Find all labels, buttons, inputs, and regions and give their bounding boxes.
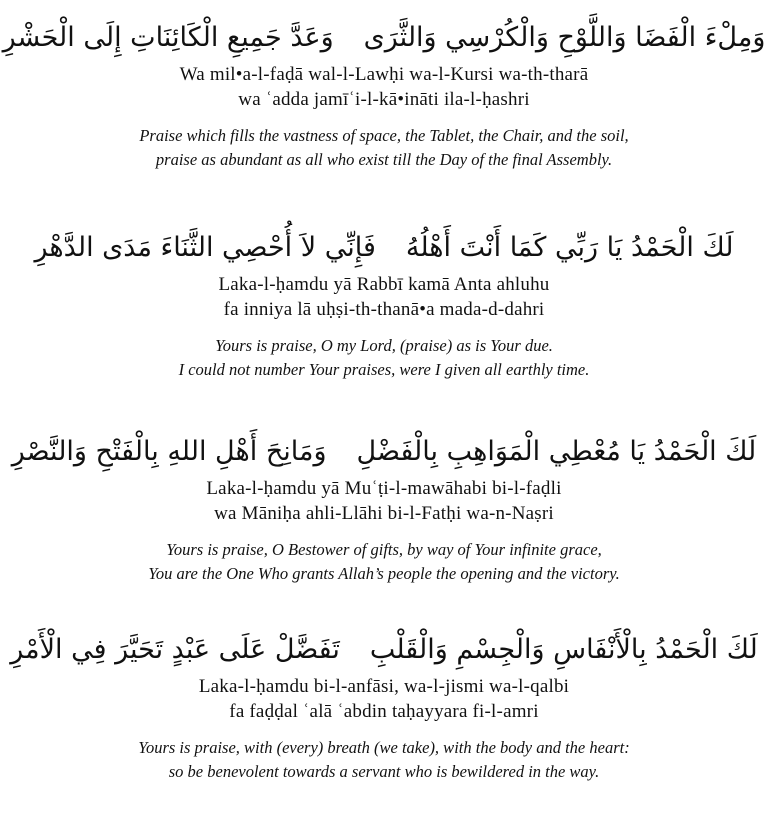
arabic-first-hemistich: لَكَ الْحَمْدُ بِالْأَنْفَاسِ وَالْجِسْمِ وَالْقَلْبِ	[369, 634, 758, 665]
translation	[0, 124, 768, 172]
arabic-first-hemistich: لَكَ الْحَمْدُ يَا مُعْطِي الْمَوَاهِبِ بِالْفَضْلِ	[356, 436, 757, 467]
transliteration-line: Laka-l-ḥamdu bi-l-anfāsi, wa-l-jismi wa-l-qalbi	[198, 676, 570, 697]
transliteration-line: wa Māniḥa ahli-Llāhi bi-l-Fatḥi wa-n-Naṣri	[214, 503, 554, 524]
transliteration-line: fa inniya lā uḥṣi-th-thanā•a mada-d-dahri	[223, 299, 545, 320]
stanza-2	[0, 228, 768, 382]
translation	[0, 736, 768, 784]
arabic-first-hemistich: وَمِلْءَ الْفَضَا وَاللَّوْحِ وَالْكُرْسِي وَالثَّرَى	[363, 22, 766, 53]
translation-line: You are the One Who grants Allah’s people the opening and the victory.	[148, 564, 620, 583]
translation	[0, 334, 768, 382]
translation-line: Yours is praise, O Bestower of gifts, by way of Your infinite grace,	[166, 540, 602, 559]
transliteration	[0, 476, 768, 526]
arabic-verse	[0, 630, 768, 674]
arabic-second-hemistich: وَمَانِحَ أَهْلِ اللهِ بِالْفَتْحِ وَالنَّصْرِ	[11, 436, 327, 467]
arabic-verse	[0, 432, 768, 476]
stanza-3	[0, 432, 768, 586]
arabic-verse	[0, 18, 768, 62]
arabic-second-hemistich: تَفَضَّلْ عَلَى عَبْدٍ تَحَيَّرَ فِي الْأَمْرِ	[10, 634, 340, 665]
transliteration-line: Laka-l-ḥamdu yā Rabbī kamā Anta ahluhu	[218, 274, 550, 295]
translation-line: Yours is praise, O my Lord, (praise) as is Your due.	[215, 336, 553, 355]
transliteration	[0, 674, 768, 724]
translation-line: so be benevolent towards a servant who is bewildered in the way.	[168, 762, 600, 781]
transliteration-line: fa faḍḍal ʿalā ʿabdin taḥayyara fi-l-amri	[229, 701, 539, 722]
arabic-first-hemistich: لَكَ الْحَمْدُ يَا رَبِّي كَمَا أَنْتَ أَهْلُهُ	[405, 232, 734, 263]
arabic-second-hemistich: وَعَدَّ جَمِيعِ الْكَائِنَاتِ إِلَى الْحَشْرِ	[2, 22, 334, 53]
translation-line: I could not number Your praises, were I given all earthly time.	[178, 360, 590, 379]
translation	[0, 538, 768, 586]
transliteration-line: Laka-l-ḥamdu yā Muʿṭi-l-mawāhabi bi-l-faḍli	[206, 478, 562, 499]
arabic-verse	[0, 228, 768, 272]
transliteration-line: Wa mil•a-l-faḍā wal-l-Lawḥi wa-l-Kursi wa-th-tharā	[179, 64, 589, 85]
stanza-1	[0, 18, 768, 172]
transliteration	[0, 62, 768, 112]
transliteration-line: wa ʿadda jamīʿi-l-kā•ināti ila-l-ḥashri	[238, 89, 530, 110]
arabic-second-hemistich: فَإِنِّي لاَ أُحْصِي الثَّنَاءَ مَدَى الدَّهْرِ	[34, 232, 376, 263]
transliteration	[0, 272, 768, 322]
translation-line: Praise which fills the vastness of space, the Tablet, the Chair, and the soil,	[139, 126, 629, 145]
stanza-4	[0, 630, 768, 784]
translation-line: praise as abundant as all who exist till the Day of the final Assembly.	[155, 150, 613, 169]
translation-line: Yours is praise, with (every) breath (we take), with the body and the heart:	[138, 738, 630, 757]
